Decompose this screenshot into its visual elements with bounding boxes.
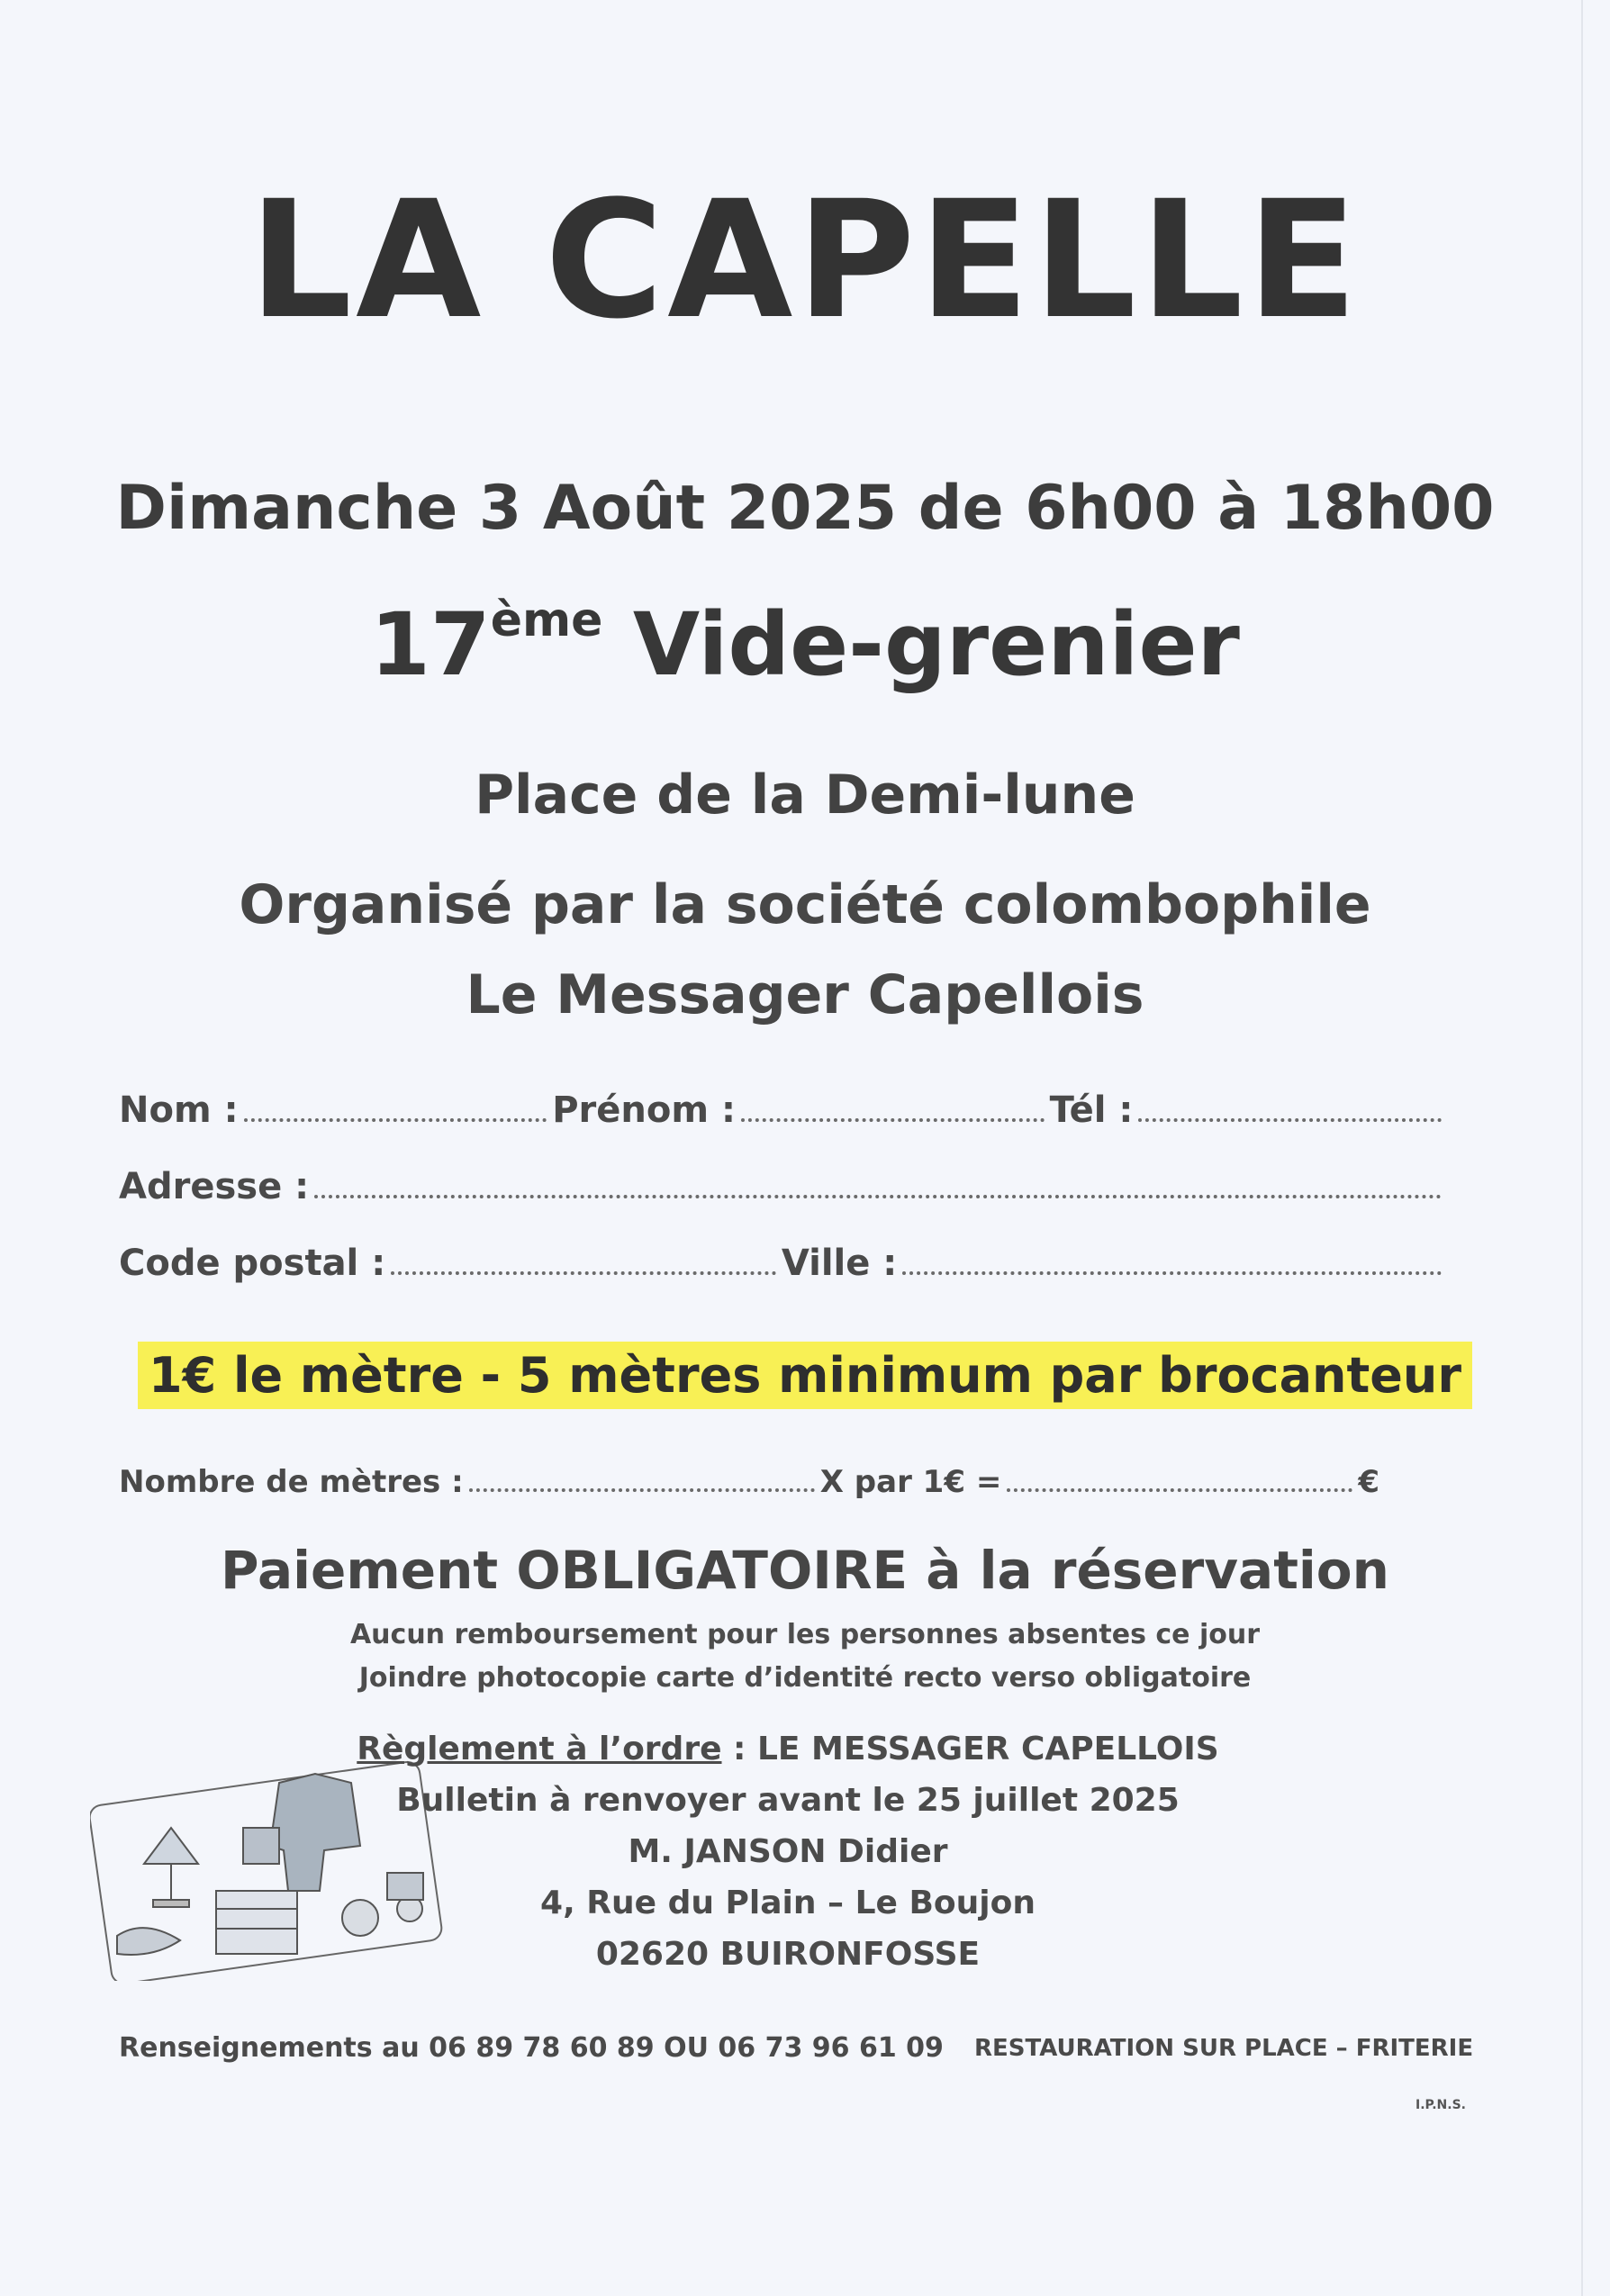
form-row-identity: [119, 1089, 1447, 1131]
nom-field[interactable]: [244, 1093, 547, 1122]
info-phone: Renseignements au 06 89 78 60 89 OU 06 73 96 61 09: [119, 2032, 944, 2064]
tel-field[interactable]: [1138, 1093, 1442, 1122]
ville-label: Ville :: [781, 1243, 898, 1284]
recipient-street: 4, Rue du Plain – Le Boujon: [540, 1885, 1036, 1921]
adresse-field[interactable]: [314, 1170, 1442, 1198]
prenom-field[interactable]: [741, 1093, 1045, 1122]
ipns-mark: I.P.N.S.: [1416, 2098, 1466, 2112]
payment-title: Paiement OBLIGATOIRE à la réservation: [221, 1540, 1389, 1601]
ville-field[interactable]: [902, 1246, 1442, 1275]
organizer-line-1: Organisé par la société colombophile: [239, 873, 1371, 936]
edition-number: 17: [370, 594, 491, 695]
code-postal-field[interactable]: [391, 1246, 776, 1275]
reglement-line: [342, 1731, 1234, 1767]
adresse-label: Adresse :: [119, 1166, 310, 1207]
tel-label: Tél :: [1049, 1089, 1134, 1131]
price-banner: 1€ le mètre - 5 mètres minimum par brocanteur: [138, 1342, 1472, 1409]
restauration-note: RESTAURATION SUR PLACE – FRITERIE: [974, 2035, 1474, 2062]
edition-heading: [0, 594, 1610, 695]
currency-label: €: [1358, 1464, 1379, 1500]
recipient-city: 02620 BUIRONFOSSE: [595, 1936, 981, 1973]
nom-label: Nom :: [119, 1089, 239, 1131]
edition-label: Vide-grenier: [632, 594, 1240, 695]
code-postal-label: Code postal :: [119, 1243, 386, 1284]
price-banner-wrap: [0, 1342, 1610, 1409]
organizer-line-2: Le Messager Capellois: [466, 963, 1144, 1026]
edition-suffix: ème: [490, 593, 603, 647]
form-row-city: [119, 1243, 1447, 1284]
prenom-label: Prénom :: [552, 1089, 736, 1131]
payment-note-1: Aucun remboursement pour les personnes absentes ce jour: [349, 1619, 1261, 1650]
event-date: Dimanche 3 Août 2025 de 6h00 à 18h00: [115, 473, 1495, 544]
town-title: LA CAPELLE: [249, 167, 1361, 355]
paper-edge: [1581, 0, 1583, 2296]
reglement-value: : LE MESSAGER CAPELLOIS: [721, 1731, 1219, 1767]
payment-note-2: Joindre photocopie carte d’identité recto verso obligatoire: [358, 1662, 1252, 1694]
metres-field[interactable]: [469, 1463, 815, 1492]
reglement-label: Règlement à l’ordre: [357, 1731, 722, 1767]
recipient-name: M. JANSON Didier: [628, 1833, 948, 1870]
form-row-address: [119, 1166, 1447, 1207]
multiplier-label: X par 1€ =: [819, 1464, 1002, 1500]
total-field[interactable]: [1007, 1463, 1352, 1492]
deadline-line: Bulletin à renvoyer avant le 25 juillet 2025: [396, 1782, 1180, 1819]
event-place: Place de la Demi-lune: [475, 764, 1135, 827]
metres-label: Nombre de mètres :: [119, 1464, 464, 1500]
metres-row: [119, 1463, 1379, 1500]
